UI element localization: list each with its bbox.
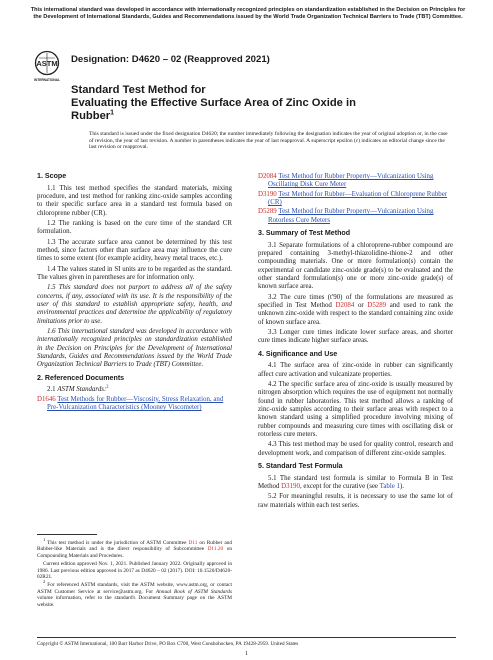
- link-d5289[interactable]: D5289: [367, 302, 387, 310]
- paragraph-2-1-prefix: 2.1: [47, 386, 58, 394]
- paragraph-1-4: 1.4 The values stated in SI units are to be regarded as the standard. The values given in parentheses are for information only.: [37, 265, 232, 282]
- footnotes: [37, 537, 232, 608]
- right-column: [258, 172, 453, 510]
- paragraph-4-2: 4.2 The specific surface area of zinc-oxide is usually measured by nitrogen absorption which requires the use of equipment not normally found in rubber laboratories. This test method allows a ranking of zinc-oxide samples according to their surface areas with respect to a known standard using a simplified procedure involving mixing of rubber compounds and measuring cure times with oscillating disk or rotorless cure meters.: [258, 381, 453, 439]
- paragraph-1-1: 1.1 This test method specifies the standard materials, mixing procedure, and test method for ranking zinc-oxide samples according to their specific surface area in a standard test formula based on chloroprene rubber (CR).: [37, 184, 232, 217]
- reference-title[interactable]: Test Methods for Rubber—Viscosity, Stress Relaxation, and Pre-Vulcanization Characteristics (Mooney Viscometer): [47, 395, 224, 412]
- section-heading-significance: 4. Significance and Use: [258, 349, 338, 358]
- footnote-1-edition: Current edition approved Nov. 1, 2021. Published January 2022. Originally approved in 1986. Last previous edition approved in 2017 as D4620 – 02 (2017). DOI: 10.1520/D4620-02R21.: [37, 561, 232, 581]
- section-heading-summary: 3. Summary of Test Method: [258, 229, 351, 238]
- section-heading-formula: 5. Standard Test Formula: [258, 462, 343, 471]
- paragraph-5-1: [258, 475, 453, 492]
- title-line-1: Standard Test Method for: [71, 84, 206, 96]
- left-column: [37, 172, 232, 412]
- footnote-1-text-c: on Compounding Materials and Procedures.: [37, 546, 232, 559]
- paragraph-5-2: 5.2 For meaningful results, it is necessary to use the same lot of raw materials within each test series.: [258, 493, 453, 509]
- paragraph-5-1-text-b: , except for the curative (see: [299, 483, 380, 491]
- footnote-divider: [37, 534, 97, 535]
- tbt-notice: This international standard was developed in accordance with internationally recognized principles on standardization established in the Decision on Principles for the Development of International Standards, Guides and Recommendations issued by the World Trade Organization Technical Barriers to Trade (TBT) Committee.: [30, 7, 466, 20]
- footnote-2-text-b: volume information, refer to the standard's Document Summary page on the ASTM website.: [37, 595, 232, 608]
- paragraph-3-2-text-b: or: [354, 302, 368, 310]
- link-d2084[interactable]: D2084: [335, 302, 355, 310]
- paragraph-5-1-text-c: ).: [399, 483, 404, 491]
- reference-item[interactable]: [258, 208, 453, 225]
- title-line-3: [71, 110, 401, 123]
- reference-code[interactable]: D3190: [258, 190, 277, 198]
- title-line-3-text: Rubber: [71, 110, 111, 122]
- logo-subtext: INTERNATIONAL: [34, 78, 60, 82]
- paragraph-1-5: 1.5 This standard does not purport to address all of the safety concerns, if any, associated with its use. It is the responsibility of the user of this standard to establish appropriate safety, health, and environmental practices and determine the applicability of regulatory limitations prior to use.: [37, 284, 232, 325]
- footnote-1-text-b: on Rubber and Rubber-like Materials and is the direct responsibility of Subcommittee: [37, 540, 232, 553]
- copyright-notice: Copyright © ASTM International, 100 Barr Harbor Drive, PO Box C700, West Conshohocken, PA 19428-2959. United States: [37, 641, 299, 647]
- footnote-2-text-a: For referenced ASTM standards, visit the ASTM website, www.astm.org, or contact ASTM Customer Service at service@astm.org. For: [37, 582, 232, 595]
- title-footnote-mark: 1: [110, 109, 115, 117]
- astm-standards-label: ASTM Standards:: [57, 386, 107, 394]
- paragraph-3-3: 3.3 Longer cure times indicate lower surface areas, and shorter cure times indicate higher surface areas.: [258, 329, 453, 345]
- reference-title[interactable]: Test Method for Rubber Property—Vulcanization Using Oscillating Disk Cure Meter: [268, 173, 434, 189]
- reference-item[interactable]: [258, 173, 453, 190]
- link-d3190[interactable]: D3190: [281, 483, 300, 491]
- designation: Designation: D4620 – 02 (Reapproved 2021): [71, 54, 270, 65]
- footnote-mark-2: 2: [106, 384, 109, 390]
- astm-logo-icon: [34, 50, 60, 84]
- link-d11-20[interactable]: D11.20: [207, 546, 224, 553]
- section-heading-referenced-documents: 2. Referenced Documents: [37, 373, 125, 382]
- document-title: [71, 84, 401, 123]
- reference-code[interactable]: D2084: [258, 173, 277, 180]
- paragraph-1-2: 1.2 The ranking is based on the cure time of the standard CR formulation.: [37, 219, 232, 236]
- logo-text: ASTM: [36, 59, 58, 68]
- page-number: 1: [245, 651, 248, 657]
- reference-item[interactable]: [37, 396, 232, 413]
- title-line-2: Evaluating the Effective Surface Area of Zinc Oxide in: [71, 97, 356, 109]
- paragraph-3-2: [258, 294, 453, 327]
- reference-title[interactable]: Test Method for Rubber—Evaluation of Chloroprene Rubber (CR): [268, 190, 448, 207]
- paragraph-1-6: 1.6 This international standard was developed in accordance with internationally recognized principles on standardization established in the Decision on Principles for the Development of International Standards, Guides and Recommendations issued by the World Trade Organization Technical Barriers to Trade (TBT) Committee.: [37, 328, 232, 369]
- footer-divider: [37, 637, 456, 638]
- reference-code[interactable]: D1646: [37, 395, 56, 403]
- footnote-2: [37, 579, 232, 608]
- section-heading-scope: 1. Scope: [37, 172, 67, 180]
- footnote-1-text-a: This test method is under the jurisdiction of ASTM Committee: [47, 540, 189, 546]
- paragraph-4-3: 4.3 This test method may be used for quality control, research and development work, and comparison of different zinc-oxide samples.: [258, 441, 453, 457]
- link-table-1[interactable]: Table 1: [379, 483, 400, 491]
- reference-code[interactable]: D5289: [258, 208, 277, 216]
- paragraph-3-2-text-c: and used to rank the unknown zinc-oxide with respect to the standard containing zinc oxide of known surface area.: [258, 302, 453, 326]
- paragraph-4-1: 4.1 The surface area of zinc-oxide in rubber can significantly affect cure activation and vulcanizate properties.: [258, 362, 453, 378]
- paragraph-3-2-text-a: 3.2 The cure times (t'90) of the formulations are measured as specified in Test Method: [258, 293, 453, 310]
- issued-note: This standard is issued under the fixed designation D4620; the number immediately following the designation indicates the year of original adoption or, in the case of revision, the year of last revision. A number in parentheses indicates the year of last reapproval. A superscript epsilon (ε) indicates an editorial change since the last revision or reapproval.: [89, 131, 448, 151]
- footnote-2-mark: 2: [43, 579, 46, 585]
- footnote-1-mark: 1: [43, 537, 46, 543]
- paragraph-1-3: 1.3 The accurate surface area cannot be determined by this test method, since factors other than surface area may influence the cure times to some extent (for example acidity, heavy metal traces, etc.).: [37, 238, 232, 263]
- reference-item[interactable]: [258, 191, 453, 208]
- footnote-2-italic: Annual Book of ASTM Standards: [155, 588, 232, 595]
- paragraph-2-1: [37, 386, 232, 394]
- paragraph-3-1: 3.1 Separate formulations of a chloroprene-rubber compound are prepared containing 3-methyl-thiazolidine-thione-2 and other compounding materials. One or more formulation(s) contain the experimental or candidate zinc-oxide grade(s) to be evaluated and the other standard formulation(s) one or more zinc-oxide grade(s) of known surface area.: [258, 241, 453, 291]
- paragraph-5-1-text-a: 5.1 The standard test formula is similar to Formula B in Test Method: [258, 474, 453, 491]
- link-d11[interactable]: D11: [188, 540, 198, 546]
- reference-title[interactable]: Test Method for Rubber Property—Vulcanization Using Rotorless Cure Meters: [268, 208, 434, 224]
- footnote-1: [37, 537, 232, 559]
